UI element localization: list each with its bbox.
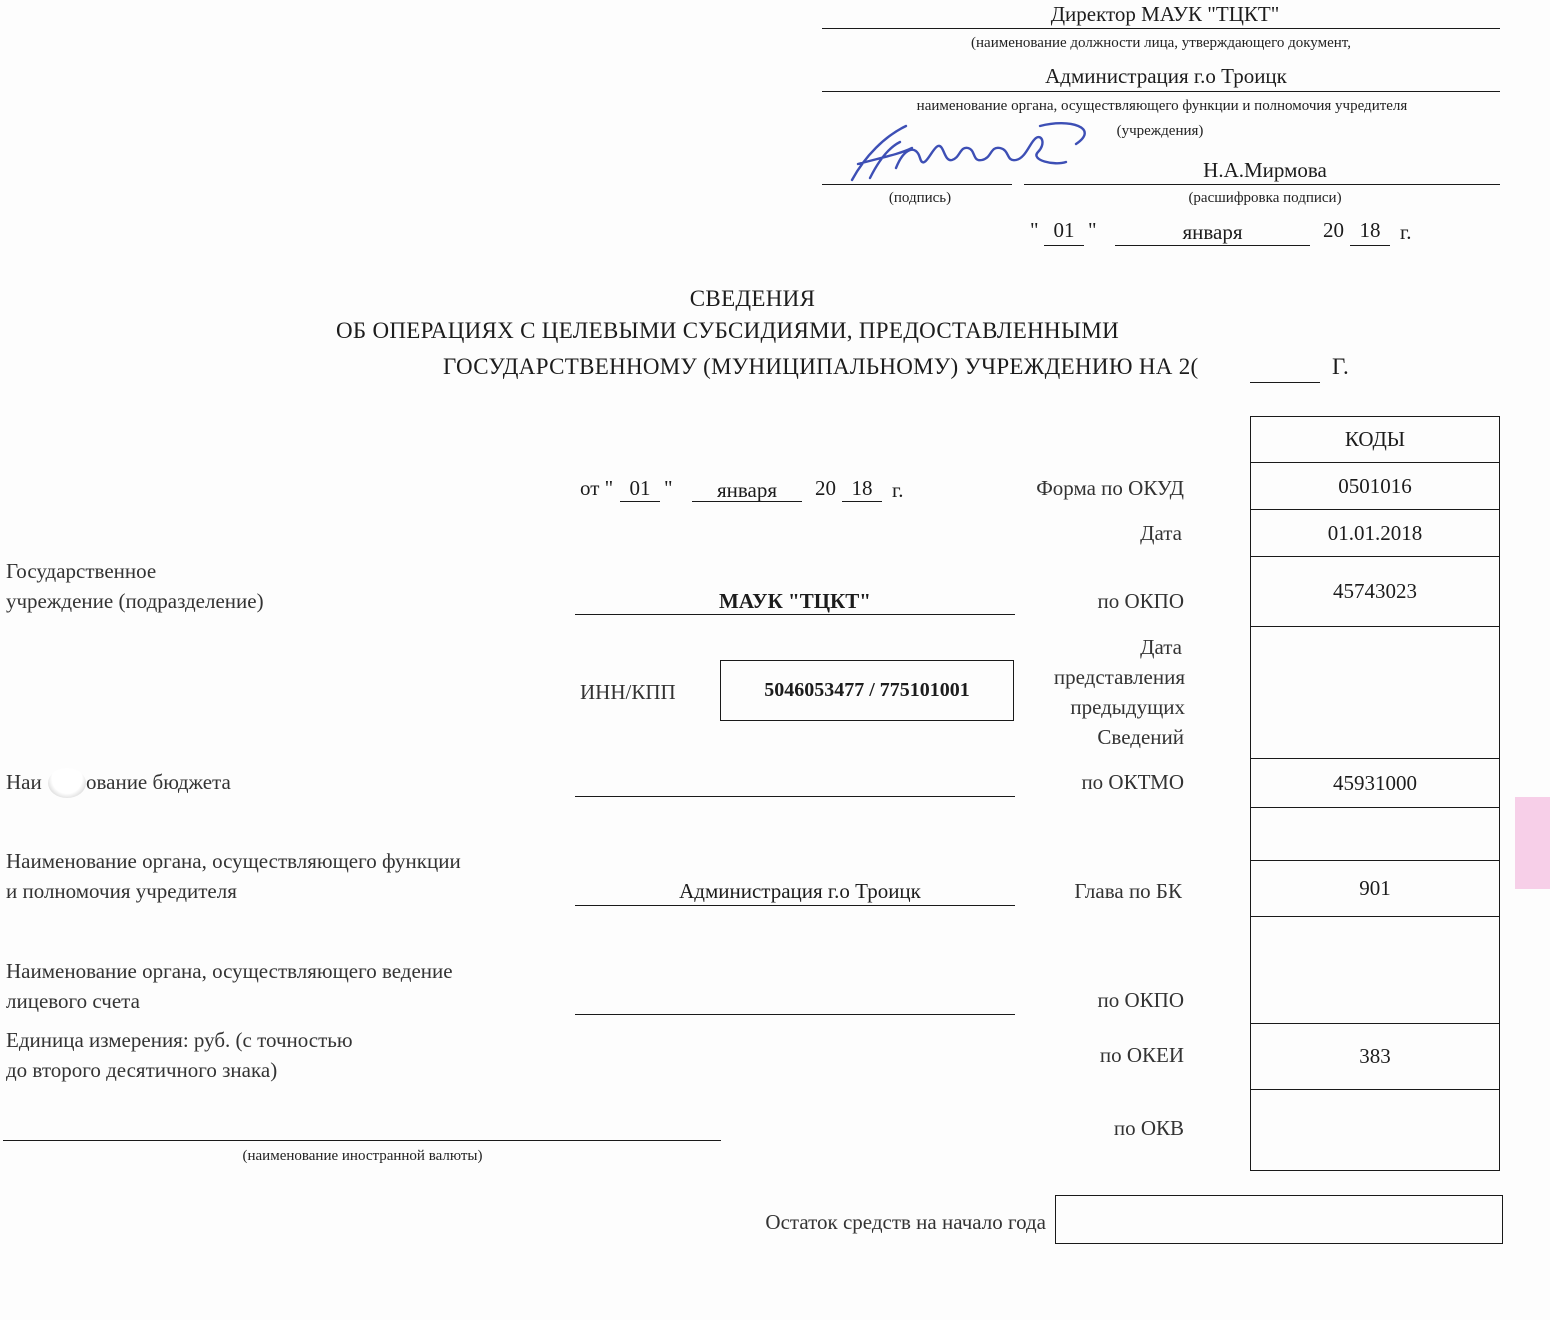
- approval-date-month-line: [1115, 245, 1310, 246]
- date-code: 01.01.2018: [1250, 509, 1500, 557]
- unit-label-2: до второго десятичного знака): [6, 1058, 278, 1082]
- paper-smudge: [48, 768, 86, 798]
- header-date-day: 01: [629, 476, 651, 500]
- inn-kpp-box: 5046053477 / 775101001: [720, 660, 1014, 721]
- okpo-label: по ОКПО: [1097, 589, 1184, 613]
- header-date-year-line: [842, 501, 882, 502]
- unit-label-1: Единица измерения: руб. (с точностью: [6, 1028, 353, 1052]
- approval-date-year-prefix: 20: [1323, 218, 1344, 242]
- oktmo-code: 45931000: [1250, 758, 1500, 808]
- date-label: Дата: [1140, 521, 1182, 545]
- prev-date-label-3: предыдущих: [1070, 695, 1185, 719]
- institution-line: [575, 614, 1015, 615]
- header-date-year-prefix: 20: [815, 476, 836, 500]
- okei-label: по ОКЕИ: [1099, 1043, 1184, 1067]
- decoding-caption: (расшифровка подписи): [1188, 190, 1342, 206]
- title-year-line: [1250, 382, 1320, 383]
- prev-date-label-4: Сведений: [1097, 725, 1184, 749]
- budget-label-part-2: ование бюджета: [86, 770, 231, 794]
- account-label-2: лицевого счета: [6, 989, 140, 1013]
- okud-label: Форма по ОКУД: [1036, 476, 1184, 500]
- approver-position-caption: (наименование должности лица, утверждающего документ,: [971, 35, 1351, 51]
- header-date-year: 18: [851, 476, 873, 500]
- institution-label-1: Государственное: [6, 559, 157, 583]
- inn-kpp-label: ИНН/КПП: [580, 680, 676, 704]
- header-date-prefix: от ": [580, 476, 614, 500]
- budget-line: [575, 796, 1015, 797]
- title-line-1: СВЕДЕНИЯ: [689, 286, 816, 311]
- approver-founder-caption: наименование органа, осуществляющего функции и полномочия учредителя: [916, 98, 1408, 114]
- header-date-close-quote: ": [664, 476, 673, 500]
- oktmo-label: по ОКТМО: [1081, 770, 1184, 794]
- approval-date-year-line: [1350, 245, 1390, 246]
- currency-line: [3, 1140, 721, 1141]
- title-line-2: ОБ ОПЕРАЦИЯХ С ЦЕЛЕВЫМИ СУБСИДИЯМИ, ПРЕДОСТАВЛЕННЫМИ: [336, 318, 1119, 343]
- title-line-3-end: Г.: [1332, 354, 1350, 379]
- approver-position: Директор МАУК "ТЦКТ": [1050, 2, 1280, 26]
- signature-caption: (подпись): [888, 190, 952, 206]
- institution-value: МАУК "ТЦКТ": [719, 589, 871, 613]
- header-date-month: января: [716, 478, 778, 502]
- codes-header: КОДЫ: [1250, 416, 1500, 463]
- header-date-suffix: г.: [892, 478, 904, 502]
- prev-date-code: [1250, 626, 1500, 759]
- balance-label: Остаток средств на начало года: [765, 1210, 1046, 1234]
- founder-value: Администрация г.о Троицк: [679, 879, 921, 903]
- okv-label: по ОКВ: [1113, 1116, 1184, 1140]
- institution-label-2: учреждение (подразделение): [6, 589, 264, 613]
- founder-line: [575, 905, 1015, 906]
- glava-label: Глава по БК: [1074, 879, 1182, 903]
- okei-code: 383: [1250, 1023, 1500, 1090]
- okpo-code: 45743023: [1250, 556, 1500, 627]
- currency-caption: (наименование иностранной валюты): [242, 1148, 483, 1164]
- prev-date-label-1: Дата: [1140, 635, 1182, 659]
- approver-institution-caption: (учреждения): [1116, 123, 1204, 139]
- signature-image: [840, 118, 1100, 190]
- approval-date-close-quote: ": [1088, 218, 1097, 242]
- okpo2-label: по ОКПО: [1097, 988, 1184, 1012]
- account-line: [575, 1014, 1015, 1015]
- pink-marker-smear: [1515, 797, 1550, 889]
- header-date-day-line: [620, 501, 660, 502]
- approval-date-month: января: [1182, 220, 1243, 244]
- signature-line: [822, 184, 1012, 185]
- header-date-month-line: [692, 501, 802, 502]
- signatory-name: Н.А.Мирмова: [1203, 158, 1327, 182]
- approval-date-suffix: г.: [1400, 220, 1412, 244]
- okv-code: [1250, 1089, 1500, 1171]
- balance-box: [1055, 1195, 1503, 1244]
- prev-date-label-2: представления: [1053, 665, 1185, 689]
- founder-label-1: Наименование органа, осуществляющего функции: [6, 849, 461, 873]
- title-line-3: ГОСУДАРСТВЕННОМУ (МУНИЦИПАЛЬНОМУ) УЧРЕЖДЕНИЮ НА 2(: [443, 354, 1199, 379]
- okpo2-code: [1250, 916, 1500, 1024]
- okud-code: 0501016: [1250, 462, 1500, 510]
- signatory-line: [1024, 184, 1500, 185]
- approver-founder-line: [822, 91, 1500, 92]
- approver-position-line: [822, 28, 1500, 29]
- approval-date-day-line: [1044, 245, 1084, 246]
- approval-date-open-quote: ": [1030, 218, 1039, 242]
- founder-label-2: и полномочия учредителя: [6, 879, 237, 903]
- budget-label-part-1: Наи: [6, 770, 42, 794]
- blank-code: [1250, 807, 1500, 861]
- glava-code: 901: [1250, 860, 1500, 917]
- approver-founder: Администрация г.о Троицк: [1045, 64, 1287, 88]
- account-label-1: Наименование органа, осуществляющего ведение: [6, 959, 453, 983]
- approval-date-year: 18: [1359, 218, 1381, 242]
- approval-date-day: 01: [1053, 218, 1075, 242]
